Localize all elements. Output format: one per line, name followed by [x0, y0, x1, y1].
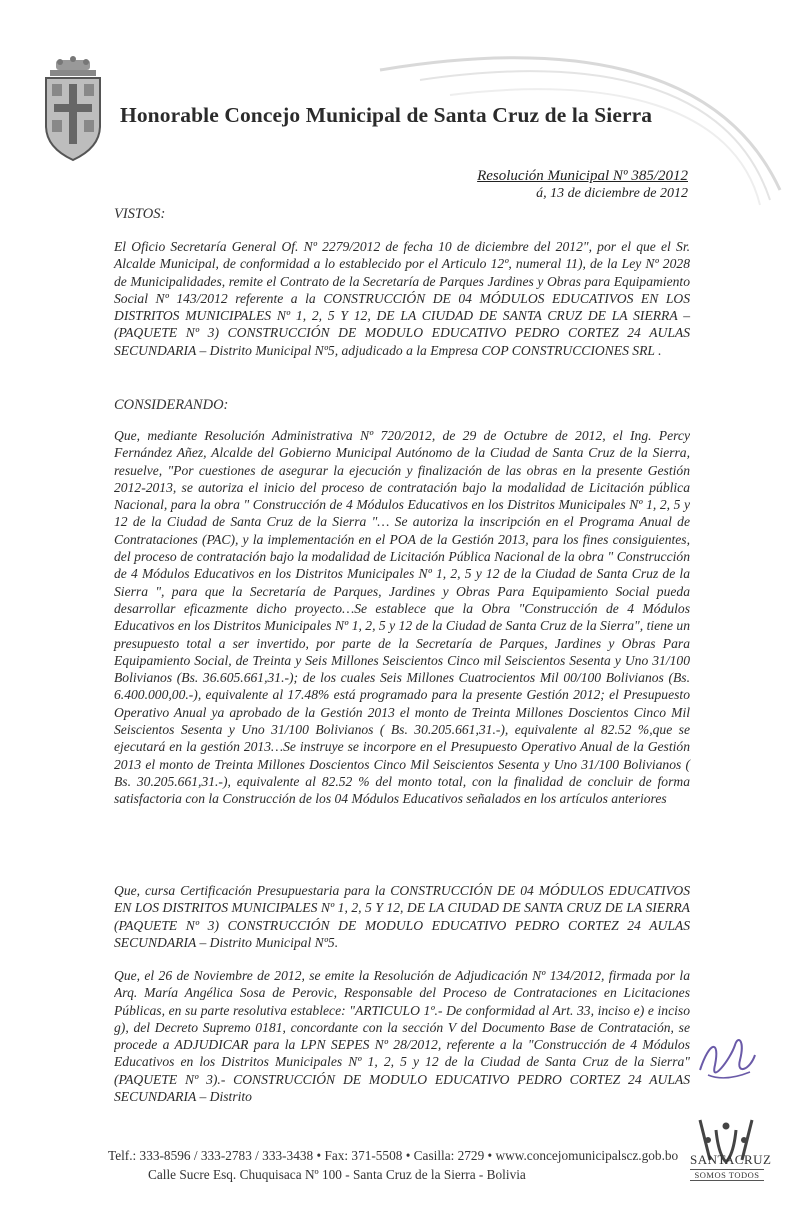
- vistos-paragraph: El Oficio Secretaría General Of. Nº 2279/2012 de fecha 10 de diciembre del 2012", por el que el Sr. Alcalde Municipal, de conformidad a lo establecido por el Articulo 12º, numeral 11), de la Ley Nº 2028 de Municipalidades, remite el Contrato de la Secretaría de Parques Jardines y Obras para Equipamiento Social Nº 143/2012 referente a la CONSTRUCCIÓN DE 04 MÓDULOS EDUCATIVOS EN LOS DISTRITOS MUNICIPALES Nº 1, 2, 5 Y 12, DE LA CIUDAD DE SANTA CRUZ DE LA SIERRA – (PAQUETE Nº 3) CONSTRUCCIÓN DE MODULO EDUCATIVO PEDRO CORTEZ 24 AULAS SECUNDARIA – Distrito Municipal Nº5, adjudicado a la Empresa COP CONSTRUCCIONES SRL .: [114, 239, 690, 358]
- considerando-paragraph-3: Que, el 26 de Noviembre de 2012, se emite la Resolución de Adjudicación Nº 134/2012, firmada por la Arq. María Angélica Sosa de Perovic, Responsable del Proceso de Contrataciones en Licitaciones Públicas, en su parte resolutiva establece: "ARTICULO 1º.- De conformidad al Art. 33, inciso e) e inciso g), del Decreto Supremo 0181, concordante con la sección V del Documento Base de Contratación, se procede a ADJUDICAR para la LPN SEPES Nº 28/2012, referente a la "Construcción de 4 Módulos Educativos en los Distritos Municipales Nº 1, 2, 5 y 12 de la Ciudad de Santa Cruz de la Sierra" (PAQUETE Nº 3).- CONSTRUCCIÓN DE MODULO EDUCATIVO PEDRO CORTEZ 24 AULAS SECUNDARIA – Distrito: [114, 968, 690, 1105]
- municipal-crest-icon: [42, 56, 104, 162]
- logo-tagline: SOMOS TODOS: [690, 1169, 764, 1181]
- council-title: Honorable Concejo Municipal de Santa Cruz de la Sierra: [120, 103, 653, 127]
- considerando-paragraph-2: Que, cursa Certificación Presupuestaria para la CONSTRUCCIÓN DE 04 MÓDULOS EDUCATIVOS EN LOS DISTRITOS MUNICIPALES Nº 1, 2, 5 Y 12, DE LA CIUDAD DE SANTA CRUZ DE LA SIERRA (PAQUETE Nº 3) CONSTRUCCIÓN DE MODULO EDUCATIVO PEDRO CORTEZ 24 AULAS SECUNDARIA – Distrito Municipal Nº5.: [114, 883, 690, 950]
- footer-address: Calle Sucre Esq. Chuquisaca Nº 100 - Santa Cruz de la Sierra - Bolivia: [148, 1167, 526, 1182]
- resolution-number: Resolución Municipal Nº 385/2012: [477, 168, 688, 184]
- considerando-heading: CONSIDERANDO:: [114, 397, 229, 413]
- resolution-date: á, 13 de diciembre de 2012: [536, 186, 688, 201]
- footer-contact: Telf.: 333-8596 / 333-2783 / 333-3438 • Fax: 371-5508 • Casilla: 2729 • www.concejomunicipalscz.gob.bo: [108, 1148, 679, 1163]
- vistos-heading: VISTOS:: [114, 206, 166, 222]
- considerando-paragraph-1: Que, mediante Resolución Administrativa Nº 720/2012, de 29 de Octubre de 2012, el Ing. Percy Fernández Añez, Alcalde del Gobierno Municipal Autónomo de la Ciudad de Santa Cruz de la Sierra, resuelve, "Por cuestiones de asegurar la ejecución y finalización de las obras en la presente Gestión 2012-2013, se autoriza el inicio del proceso de contratación bajo la modalidad de Licitación pública Nacional, para la obra " Construcción de 4 Módulos Educativos en los Distritos Municipales Nº 1, 2, 5 y 12 de la Ciudad de Santa Cruz de la Sierra "… Se autoriza la inscripción en el Programa Anual de Contrataciones (PAC), y la implementación en el POA de la Gestión 2013, para los fines consiguientes, del proceso de contratación bajo la modalidad de Licitación Pública Nacional de la obra " Construcción de 4 Módulos Educativos en los Distritos Municipales Nº 1, 2, 5 y 12 de la Ciudad de Santa Cruz de la Sierra ", para que la Secretaría de Parques, Jardines y Obras Para Equipamiento Social pueda desarrollar eficazmente dicho proyecto…Se establece que la Obra "Construcción de 4 Módulos Educativos en los Distritos Municipales Nº 1, 2, 5 y 12 de la Ciudad de Santa Cruz de la Sierra", tiene un presupuesto total a ser invertido, por parte de la Secretaría de Parques, Jardines y Obras Para Equipamiento Social, de Treinta y Seis Millones Seiscientos Cinco mil Seiscientos Sesenta y Uno 31/100 Bolivianos (Bs. 36.605.661,31.-); de los cuales Seis Millones Cuatrocientos Mil 00/100 Bolivianos (Bs. 6.400.000,00.-), equivalente al 17.48% está programado para la presente Gestión 2012; el Presupuesto Operativo Anual ya aprobado de la Gestión 2013 el monto de Treinta Millones Doscientos Cinco Mil Seiscientos Sesenta y Uno 31/100 Bolivianos ( Bs. 30.205.661,31.-), equivalente al 82.52 %,que se ejecutará en la gestión 2013…Se instruye se incorpore en el Presupuesto Operativo Anual de la Gestión 2013 el monto de Treinta Millones Doscientos Cinco Mil Seiscientos Sesenta y Uno 31/100 Bolivianos ( Bs. 30.205.661,31.-), equivalente al 82.52 % del monto total, con la finalidad de concluir de forma satisfactoria con la Construcción de los 04 Módulos Educativos señalados en los artículos anteriores: [114, 428, 690, 807]
- logo-wordmark: SANTACRUZ: [690, 1152, 772, 1167]
